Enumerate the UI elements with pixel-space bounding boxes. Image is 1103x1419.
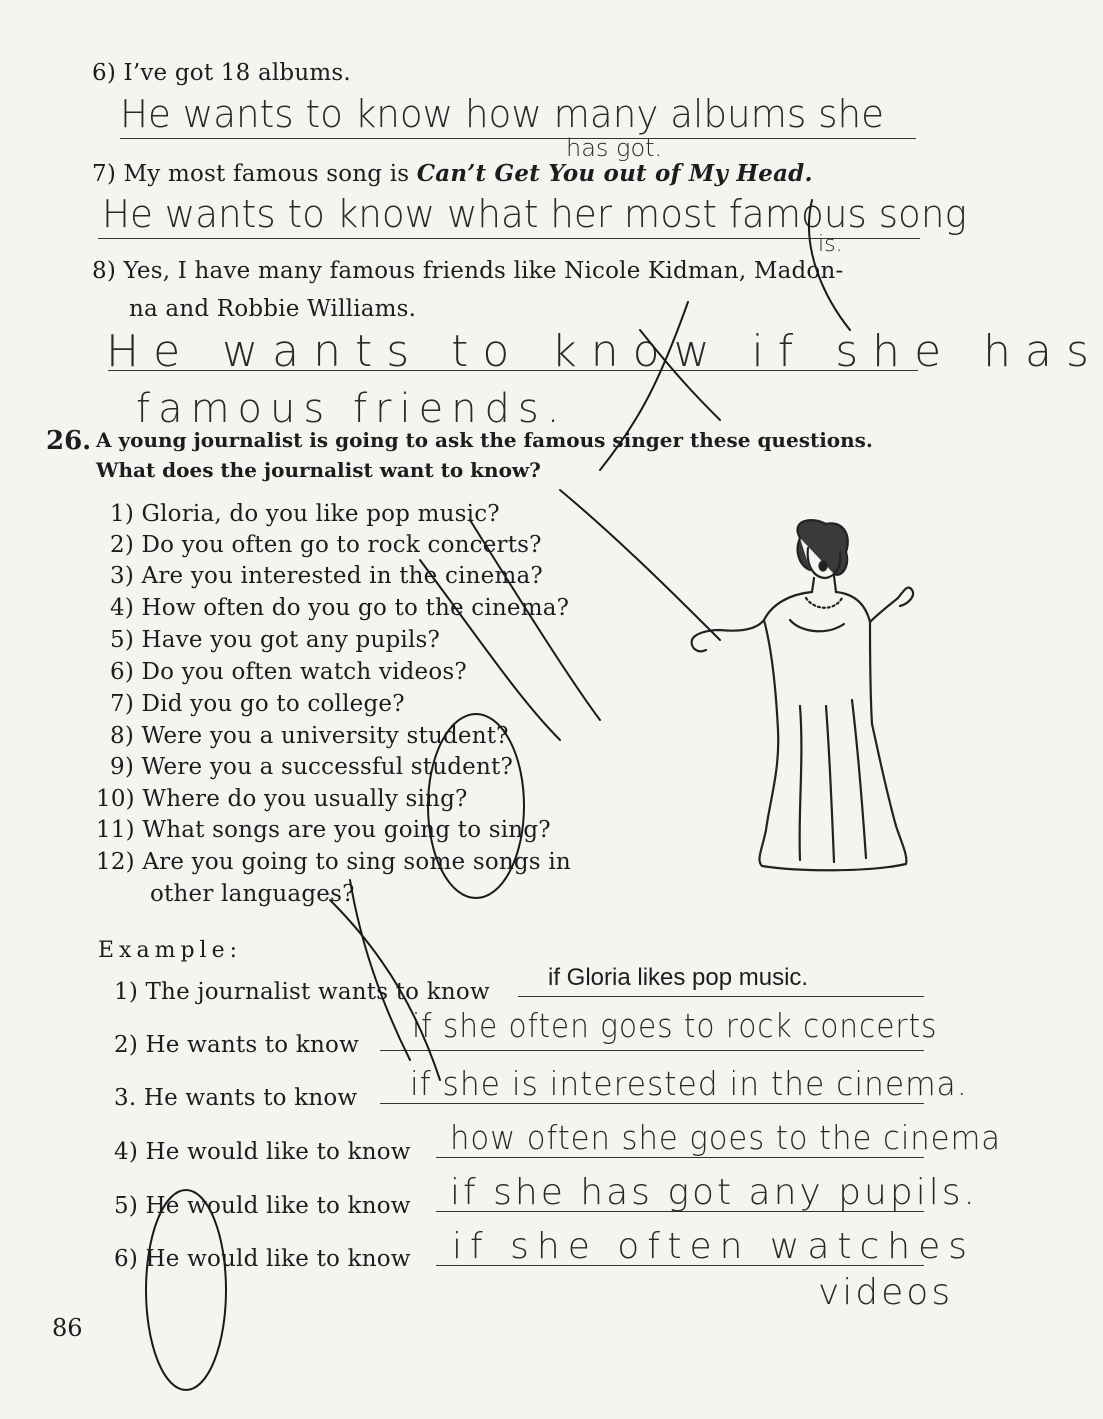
page-number: 86 [52,1314,83,1342]
handwritten-answer-2: if she often goes to rock concerts [412,1006,938,1045]
handwritten-answer-8-line1: He wants to know if she has [106,326,1103,377]
item-7: 7) My most famous song is Can’t Get You out of My Head. [92,160,813,187]
handwritten-answer-4: how often she goes to the cinema [450,1118,1002,1157]
question-3: 3) Are you interested in the cinema? [110,563,543,589]
question-1: 1) Gloria, do you like pop music? [110,501,500,527]
song-title: Can’t Get You out of My Head. [416,160,813,187]
task-number: 26. [46,426,92,456]
answer-line [380,1050,924,1051]
answer-line [120,138,916,139]
answer-line [98,238,920,239]
question-12-line2: other languages? [150,881,355,907]
answer-stem-1: 1) The journalist wants to know [114,979,490,1005]
question-5: 5) Have you got any pupils? [110,627,441,653]
question-8: 8) Were you a university student? [110,723,509,749]
handwritten-answer-6b: if she often watches [452,1226,976,1267]
task-instruction-line2: What does the journalist want to know? [96,458,541,482]
handwritten-answer-5: if she has got any pupils. [450,1172,978,1213]
example-typed-answer: if Gloria likes pop music. [548,964,809,991]
question-2: 2) Do you often go to rock concerts? [110,532,542,558]
question-10: 10) Where do you usually sing? [96,786,468,812]
item-6: 6) I’ve got 18 albums. [92,60,351,86]
question-7: 7) Did you go to college? [110,691,405,717]
task-instruction-line1: A young journalist is going to ask the famous singer these questions. [96,428,873,452]
answer-line [380,1103,924,1104]
question-6: 6) Do you often watch videos? [110,659,467,685]
handwritten-answer-7: He wants to know what her most famous song [102,192,967,236]
handwritten-answer-6: He wants to know how many albums she [120,92,885,136]
question-12: 12) Are you going to sing some songs in [96,849,571,875]
answer-line [518,996,924,997]
answer-stem-3: 3. He wants to know [114,1085,358,1111]
handwritten-answer-3: if she is interested in the cinema. [410,1064,968,1103]
handwritten-answer-6b-continuation: videos [818,1272,954,1313]
item-8-line2: na and Robbie Williams. [129,296,417,322]
question-4: 4) How often do you go to the cinema? [110,595,570,621]
question-9: 9) Were you a successful student? [110,754,513,780]
handwritten-insert-6: has got. [566,134,663,162]
answer-stem-4: 4) He would like to know [114,1139,411,1165]
answer-stem-2: 2) He wants to know [114,1032,359,1058]
example-label: Example: [98,938,242,963]
answer-stem-6: 6) He would like to know [114,1246,411,1272]
item-8: 8) Yes, I have many famous friends like Nicole Kidman, Madon- [92,258,844,284]
answer-stem-5: 5) He would like to know [114,1193,411,1219]
handwritten-insert-7: is. [818,232,843,257]
handwritten-answer-8-line2: famous friends. [136,386,568,432]
question-11: 11) What songs are you going to sing? [96,817,551,843]
answer-line [436,1157,924,1158]
